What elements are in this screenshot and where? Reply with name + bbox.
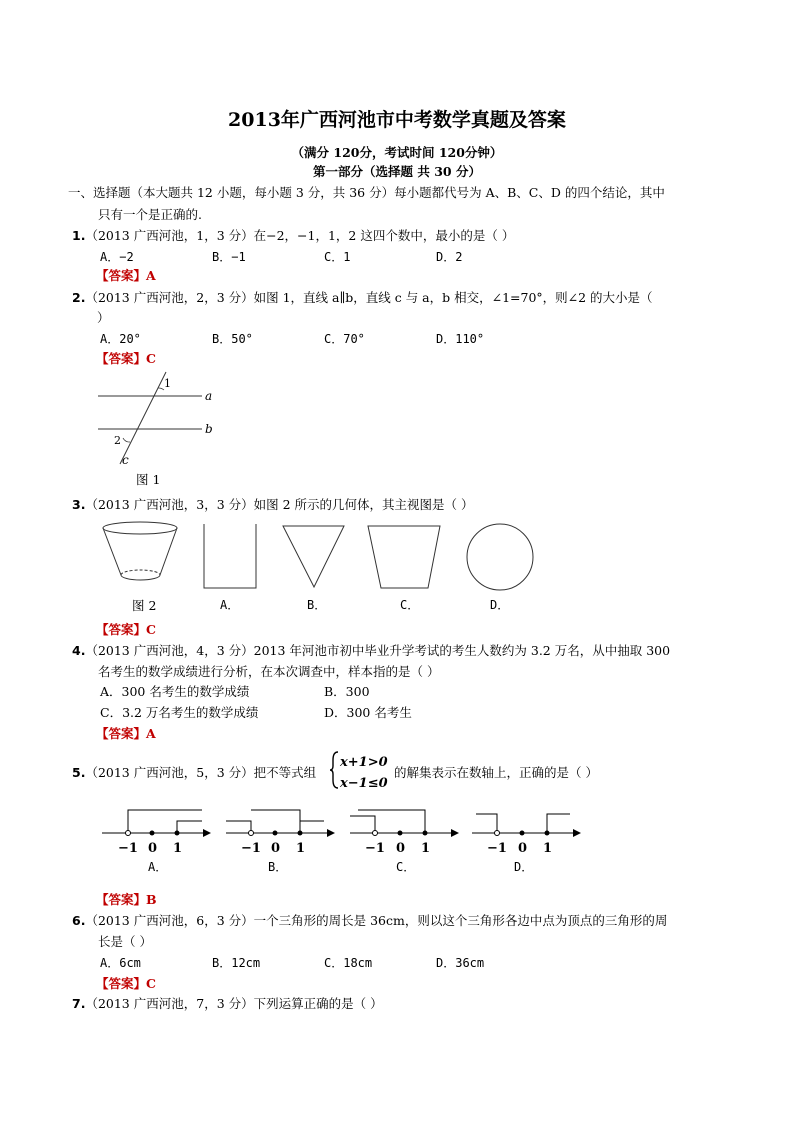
- q3-option-a: A．: [220, 598, 240, 612]
- number-line-a: [102, 810, 210, 856]
- figure-2-caption: 图 2: [132, 598, 157, 613]
- question-7: 7.（2013 广西河池，7，3 分）下列运算正确的是（ ）: [72, 996, 383, 1011]
- svg-text:−1: −1: [365, 841, 385, 856]
- line-label-a: a: [205, 389, 213, 403]
- view-option-b: [283, 526, 344, 587]
- view-option-d: [467, 524, 533, 590]
- svg-text:−1: −1: [118, 841, 138, 856]
- svg-text:−1: −1: [241, 841, 261, 856]
- q3-option-c: C．: [400, 598, 420, 612]
- question-4: 4.（2013 广西河池，4，3 分）2013 年河池市初中毕业升学考试的考生人数约为 3.2 万名，从中抽取 300: [72, 643, 671, 658]
- exam-meta: （满分 120分，考试时间 120分钟）: [291, 145, 503, 160]
- q5-answer: 【答案】B: [96, 892, 157, 907]
- svg-text:1: 1: [421, 841, 431, 856]
- q2-option-a: A．20°: [100, 332, 141, 346]
- svg-text:0: 0: [396, 841, 406, 856]
- page-title: 2013年广西河池市中考数学真题及答案: [228, 109, 566, 131]
- q6-option-c: C．18cm: [324, 956, 373, 970]
- q1-option-d: D．2: [436, 250, 463, 264]
- question-6: 6.（2013 广西河池，6，3 分）一个三角形的周长是 36cm，则以这个三角形各边中点为顶点的三角形的周: [72, 913, 668, 928]
- q4-option-c: C．3.2 万名考生的数学成绩: [100, 705, 259, 720]
- inequality-system: [330, 748, 394, 792]
- figure-1-parallel-lines: [92, 368, 222, 468]
- figure-2-and-views: [98, 520, 588, 596]
- view-option-c: [368, 526, 440, 588]
- q1-option-c: C．1: [324, 250, 351, 264]
- svg-text:1: 1: [296, 841, 306, 856]
- q3-option-b: B．: [307, 598, 327, 612]
- question-3: 3.（2013 广西河池，3，3 分）如图 2 所示的几何体，其主视图是（ ）: [72, 497, 474, 512]
- view-option-a: [204, 524, 256, 588]
- q4-text-cont: 名考生的数学成绩进行分析，在本次调查中，样本指的是（ ）: [98, 664, 440, 679]
- question-1: [72, 226, 514, 244]
- number-line-c: [350, 810, 458, 856]
- line-label-c: c: [122, 453, 129, 467]
- svg-text:1: 1: [173, 841, 183, 856]
- part-heading: 第一部分（选择题 共 30 分）: [313, 164, 481, 179]
- q5-option-b: B．: [268, 860, 288, 874]
- number-line-b: [226, 810, 334, 856]
- q4-option-d: D．300 名考生: [324, 705, 412, 720]
- q2-option-d: D．110°: [436, 332, 485, 346]
- question-number: 1.: [72, 228, 86, 243]
- q5-option-c: C．: [396, 860, 416, 874]
- svg-text:1: 1: [543, 841, 553, 856]
- q2-text-cont: ）: [97, 310, 110, 325]
- q2-option-b: B．50°: [212, 332, 253, 346]
- svg-text:0: 0: [271, 841, 281, 856]
- q4-option-b: B．300: [324, 684, 370, 699]
- q3-option-d: D．: [490, 598, 510, 612]
- section-instructions: 一、选择题（本大题共 12 小题，每小题 3 分，共 36 分）每小题都代号为 A、B、C、D 的四个结论，其中: [68, 185, 665, 200]
- q6-text-cont: 长是（ ）: [98, 934, 152, 949]
- q3-answer: 【答案】C: [96, 622, 156, 637]
- q1-answer: 【答案】A: [96, 268, 156, 283]
- svg-text:0: 0: [518, 841, 528, 856]
- q2-option-c: C．70°: [324, 332, 365, 346]
- svg-text:0: 0: [148, 841, 158, 856]
- q6-option-d: D．36cm: [436, 956, 485, 970]
- number-line-d: [472, 814, 580, 856]
- question-text: （2013 广西河池，1，3 分）在−2，−1，1，2 这四个数中，最小的是（ ）: [85, 228, 515, 243]
- q6-answer: 【答案】C: [96, 976, 156, 991]
- q4-option-a: A．300 名考生的数学成绩: [100, 684, 250, 699]
- q1-option-b: B．−1: [212, 250, 246, 264]
- svg-text:−1: −1: [487, 841, 507, 856]
- question-5: 5.（2013 广西河池，5，3 分）把不等式组: [72, 765, 317, 780]
- q6-option-a: A．6cm: [100, 956, 141, 970]
- section-instructions-cont: 只有一个是正确的.: [98, 207, 202, 222]
- angle-label-1: 1: [164, 377, 171, 390]
- inequality-1: x+1>0: [340, 755, 388, 770]
- frustum-figure: [103, 522, 177, 580]
- q5-text-after: 的解集表示在数轴上，正确的是（ ）: [394, 765, 598, 780]
- q6-option-b: B．12cm: [212, 956, 261, 970]
- line-label-b: b: [205, 422, 213, 436]
- q2-answer: 【答案】C: [96, 351, 156, 366]
- number-line-options: [92, 800, 592, 860]
- q1-option-a: A．−2: [100, 250, 134, 264]
- q5-option-d: D．: [514, 860, 534, 874]
- angle-label-2: 2: [114, 434, 121, 447]
- inequality-2: x−1≤0: [340, 776, 388, 791]
- figure-1-caption: 图 1: [136, 472, 161, 487]
- question-2: 2.（2013 广西河池，2，3 分）如图 1，直线 a∥b，直线 c 与 a，b 相交，∠1=70°，则∠2 的大小是（: [72, 290, 653, 305]
- q5-option-a: A．: [148, 860, 168, 874]
- q4-answer: 【答案】A: [96, 726, 156, 741]
